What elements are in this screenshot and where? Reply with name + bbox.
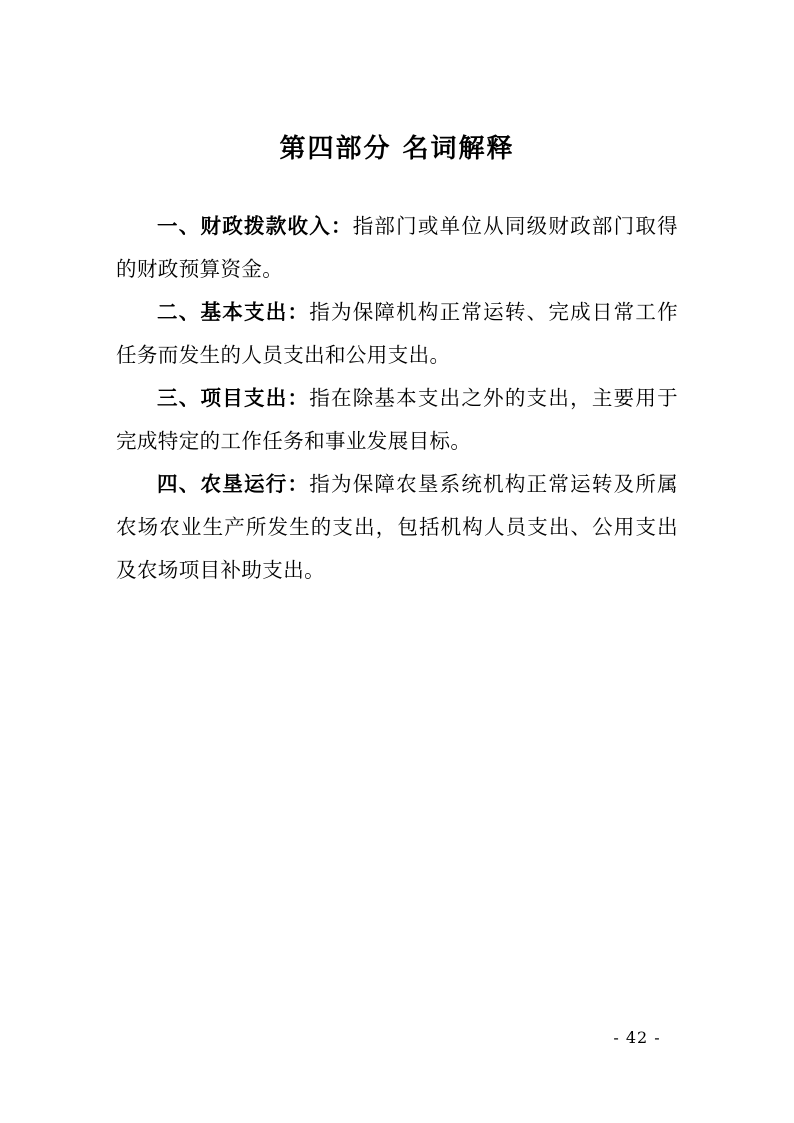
page-title: 第四部分 名词解释 <box>279 134 515 164</box>
page-number-value: - 42 - <box>613 1028 661 1047</box>
paragraph-2-lead: 二、基本支出： <box>157 300 310 324</box>
page-number <box>0 1028 794 1047</box>
paragraph-4-text: 指为保障农垦系统机构正常运转及所属农场农业生产所发生的支出，包括机构人员支出、公用支出及农场项目补助支出。 <box>116 472 678 582</box>
paragraph-3-text: 指在除基本支出之外的支出，主要用于完成特定的工作任务和事业发展目标。 <box>116 386 678 453</box>
paragraph-4-lead: 四、农垦运行： <box>157 472 310 496</box>
document-body <box>116 205 678 592</box>
paragraph-1-lead: 一、财政拨款收入： <box>157 214 353 238</box>
paragraph-1 <box>116 205 678 291</box>
paragraph-1-text: 指部门或单位从同级财政部门取得的财政预算资金。 <box>116 214 678 281</box>
paragraph-4 <box>116 463 678 592</box>
paragraph-3 <box>116 377 678 463</box>
paragraph-2 <box>116 291 678 377</box>
paragraph-2-text: 指为保障机构正常运转、完成日常工作任务而发生的人员支出和公用支出。 <box>116 300 678 367</box>
paragraph-3-lead: 三、项目支出： <box>157 386 310 410</box>
